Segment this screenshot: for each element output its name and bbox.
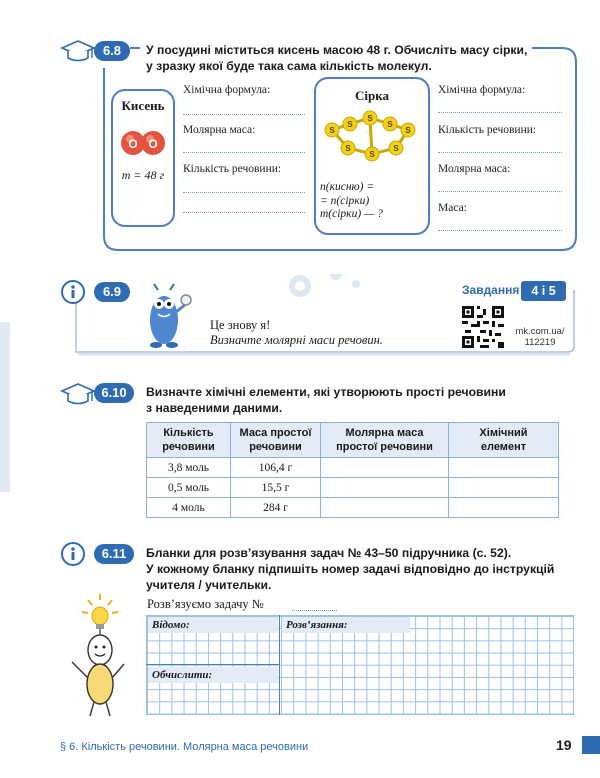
answer-line[interactable] xyxy=(183,152,305,153)
column-header: Хімічний елемент xyxy=(449,423,559,458)
field-label: Кількість речовини: xyxy=(183,163,282,175)
sulfur-title: Сірка xyxy=(354,88,390,103)
sulfur-atom-label: S xyxy=(387,120,393,129)
assignment-label: Завдання xyxy=(462,283,520,297)
assignment-value: 4 і 5 xyxy=(521,281,566,301)
given-label: Відомо: xyxy=(148,617,278,633)
column-header: Маса простої речовини xyxy=(231,423,321,458)
graduation-cap-icon xyxy=(60,381,96,409)
link-text[interactable] xyxy=(510,326,570,348)
footer-section-title: § 6. Кількість речовини. Молярна маса речовини xyxy=(60,741,309,753)
solve-label: Розв’язуємо задачу № xyxy=(147,597,264,611)
table-row xyxy=(147,458,559,478)
task-text-line-3: учителя / учительки. xyxy=(146,578,272,592)
field-label: Хімічна формула: xyxy=(438,84,526,96)
task-number-badge: 6.8 xyxy=(94,41,130,61)
field-label: Маса: xyxy=(438,202,467,214)
field-label: Молярна маса: xyxy=(183,124,256,136)
answer-line[interactable] xyxy=(438,152,562,153)
condition-line: m(сірки) — ? xyxy=(320,208,383,220)
table-cell: 0,5 моль xyxy=(147,478,231,498)
table-cell: 284 г xyxy=(231,498,321,518)
divider xyxy=(146,664,280,665)
qr-code-icon[interactable] xyxy=(462,306,504,348)
page-corner-mark xyxy=(582,736,600,754)
mascot-icon xyxy=(140,282,192,350)
answer-cell[interactable] xyxy=(321,478,449,498)
oxygen-atom-label: O xyxy=(128,137,138,151)
task-number-badge: 6.11 xyxy=(94,544,134,564)
condition-line: n(кисню) = xyxy=(320,181,375,193)
link-line: 112219 xyxy=(524,337,556,348)
answer-line[interactable] xyxy=(438,191,562,192)
sulfur-atom-label: S xyxy=(345,144,351,153)
sulfur-condition xyxy=(320,181,383,222)
oxygen-molecule-icon xyxy=(119,128,167,158)
answer-cell[interactable] xyxy=(449,478,559,498)
table-cell: 15,5 г xyxy=(231,478,321,498)
column-header: Кількість речовини xyxy=(147,423,231,458)
task-text-line-2: У кожному бланку підпишіть номер задачі відповідно до інструкцій xyxy=(146,562,555,576)
lightbulb-figure-icon xyxy=(64,592,128,720)
field-label: Кількість речовини: xyxy=(438,124,537,136)
sulfur-atom-label: S xyxy=(405,126,411,135)
info-icon xyxy=(60,541,86,567)
graduation-cap-icon xyxy=(60,38,96,66)
sulfur-atom-label: S xyxy=(369,150,375,159)
table-cell: 4 моль xyxy=(147,498,231,518)
field-label: Молярна маса: xyxy=(438,163,511,175)
task-text-line-1: У посудині міститься кисень масою 48 г. Обчисліть масу сірки, xyxy=(146,43,528,57)
task-text-line-2: з наведеними даними. xyxy=(146,401,283,415)
answer-line[interactable] xyxy=(183,212,305,213)
answer-cell[interactable] xyxy=(449,498,559,518)
field-label: Хімічна формула: xyxy=(183,84,271,96)
page-number: 19 xyxy=(556,737,572,753)
oxygen-atom-label: O xyxy=(148,137,158,151)
answer-line[interactable] xyxy=(183,192,305,193)
answer-line[interactable] xyxy=(438,112,562,113)
table-cell: 106,4 г xyxy=(231,458,321,478)
column-header: Молярна маса простої речовини xyxy=(321,423,449,458)
answer-cell[interactable] xyxy=(321,498,449,518)
oxygen-mass: m = 48 г xyxy=(121,168,165,182)
answer-cell[interactable] xyxy=(449,458,559,478)
mascot-line-2: Визначте молярні маси речовин. xyxy=(210,333,383,347)
table-row xyxy=(147,498,559,518)
task-text-line-1: Бланки для розв’язування задач № 43–50 підручника (с. 52). xyxy=(146,546,512,560)
task-number-badge: 6.9 xyxy=(94,282,130,302)
task-number-badge: 6.10 xyxy=(94,383,134,403)
sulfur-atom-label: S xyxy=(329,126,335,135)
problem-number-field[interactable] xyxy=(292,610,337,611)
answer-cell[interactable] xyxy=(321,458,449,478)
calculate-label: Обчислити: xyxy=(148,667,278,683)
data-table xyxy=(146,422,559,518)
task-text-line-2: у зразку якої буде така сама кількість молекул. xyxy=(146,59,432,73)
sulfur-molecule-icon xyxy=(320,108,424,172)
table-row xyxy=(147,478,559,498)
solution-label: Розв’язання: xyxy=(282,617,410,633)
answer-line[interactable] xyxy=(438,230,562,231)
mascot-line-1: Це знову я! xyxy=(210,318,271,332)
side-bar xyxy=(0,322,10,492)
table-cell: 3,8 моль xyxy=(147,458,231,478)
condition-line: = n(сірки) xyxy=(320,194,370,207)
oxygen-title: Кисень xyxy=(121,98,165,113)
answer-line[interactable] xyxy=(183,114,305,115)
sulfur-atom-label: S xyxy=(347,120,353,129)
sulfur-atom-label: S xyxy=(367,114,373,123)
link-line: mk.com.ua/ xyxy=(515,326,565,337)
table-header-row xyxy=(147,423,559,458)
sulfur-atom-label: S xyxy=(393,144,399,153)
info-icon xyxy=(60,279,86,305)
task-text-line-1: Визначте хімічні елементи, які утворюють прості речовини xyxy=(146,385,506,399)
